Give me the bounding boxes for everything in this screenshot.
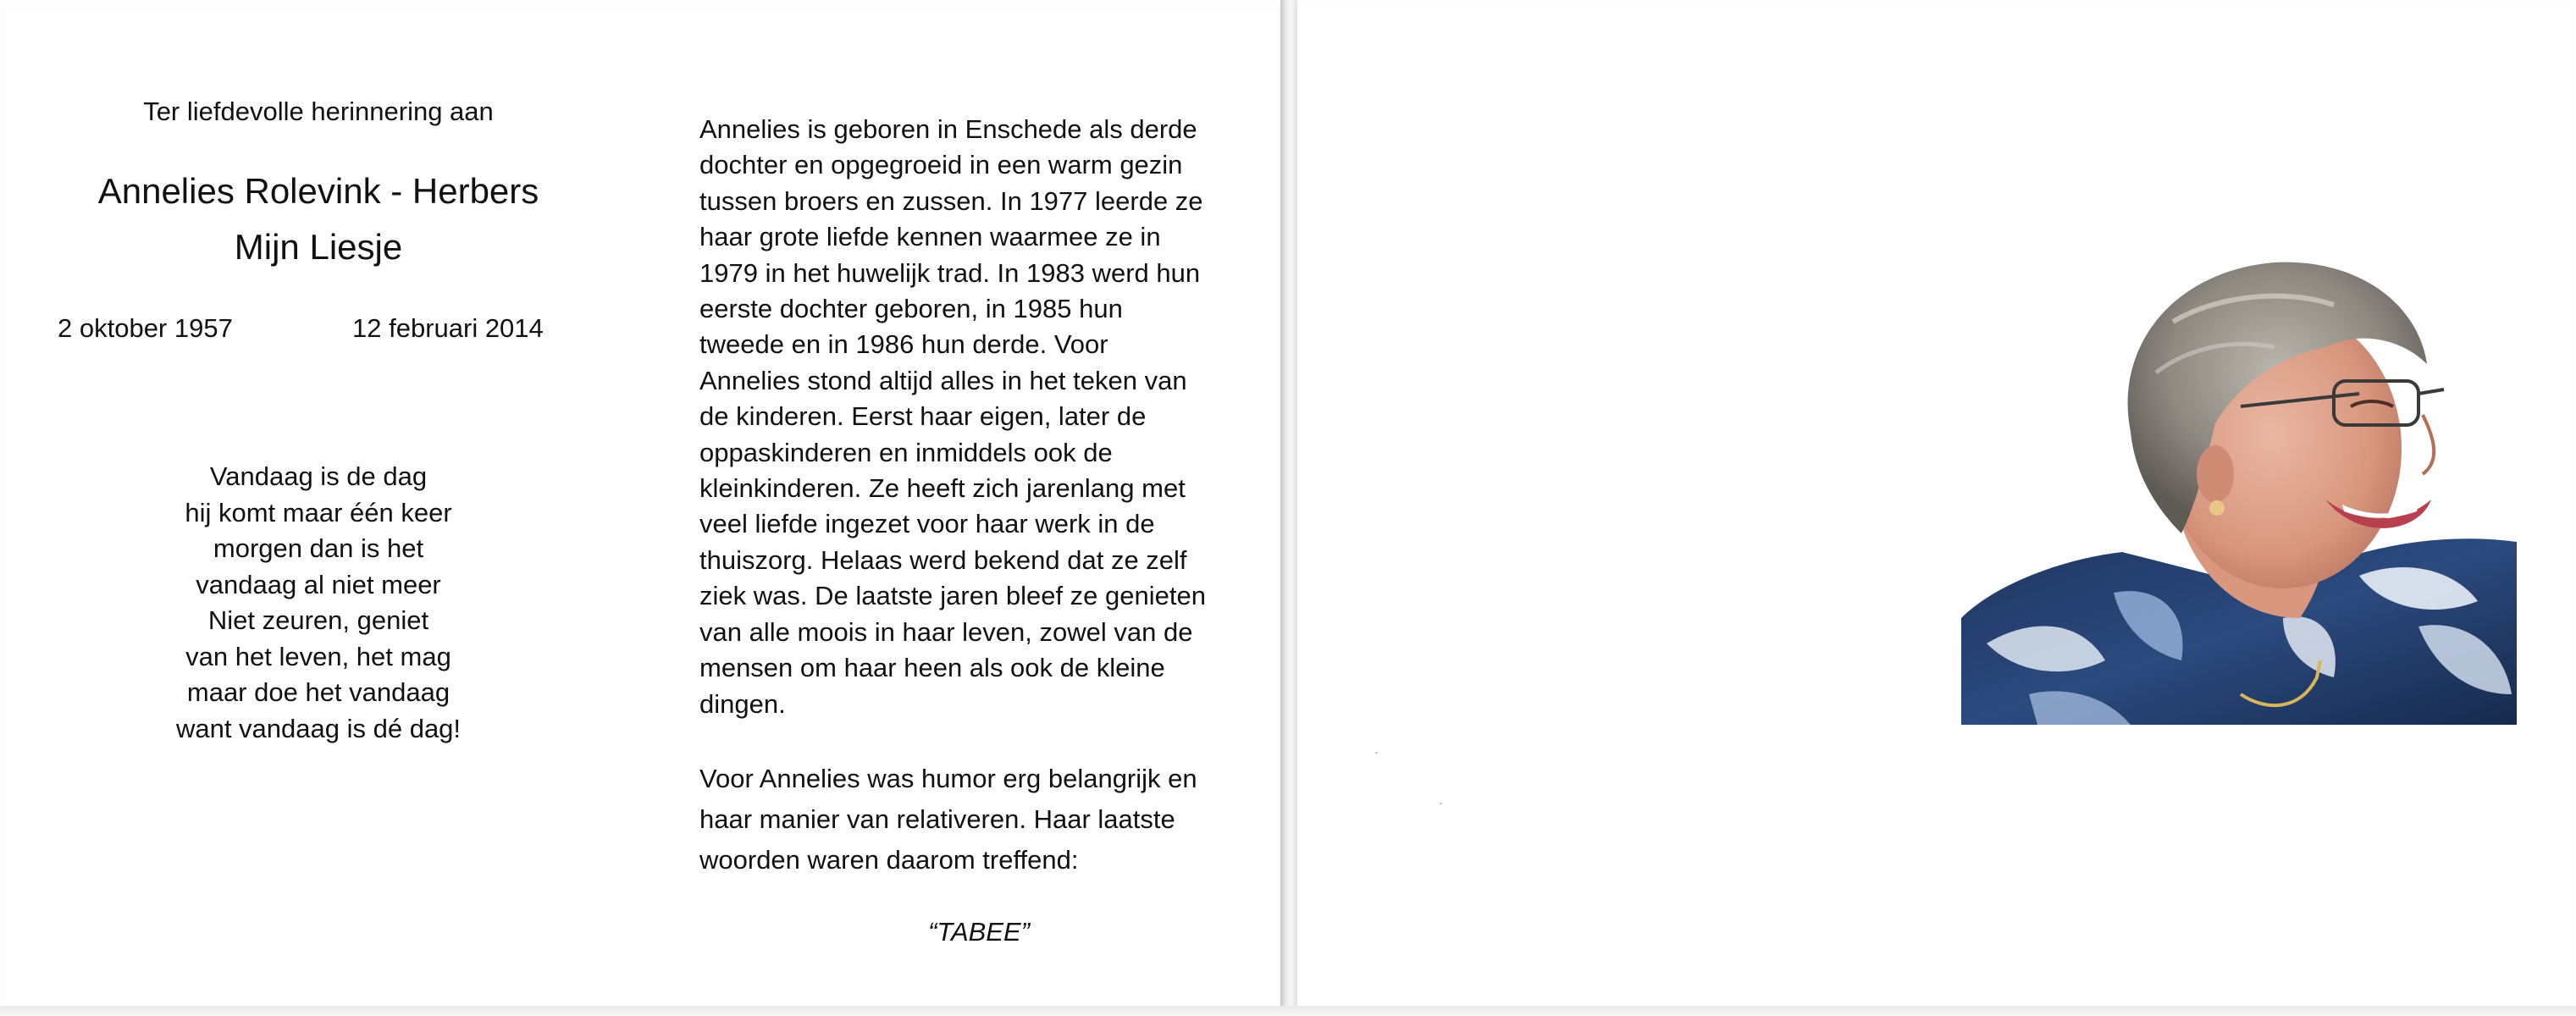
biography-line: dochter en opgegroeid in een warm gezin [699,150,1183,180]
right-page [1297,7,2571,1009]
biography-line: ziek was. De laatste jaren bleef ze genieten [699,581,1206,611]
biography-line: 1979 in het huwelijk trad. In 1983 werd hun [699,257,1201,288]
poem-line: hij komt maar één keer [185,497,452,527]
card-bottom-edge [0,1006,2576,1016]
poem-line: maar doe het vandaag [186,677,451,707]
biography-line: tussen broers en zussen. In 1977 leerde ze [699,185,1203,216]
portrait-photo [1961,220,2517,725]
biography-line: haar grote liefde kennen waarmee ze in [699,222,1161,252]
humor-line: woorden waren daarom treffend: [699,845,1079,875]
biography-line: Annelies is geboren in Enschede als derde [699,114,1197,144]
date-born: 2 oktober 1957 [58,313,233,343]
poem-line: vandaag al niet meer [196,569,441,599]
biography-line: van alle moois in haar leven, zowel van de [699,616,1193,647]
intro-text: Ter liefdevolle herinnering aan [143,97,494,126]
date-died: 12 februari 2014 [352,313,544,343]
paper-speck [1440,803,1442,804]
left-page [5,7,1281,1009]
poem-line: morgen dan is het [213,533,424,563]
biography-line: veel liefde ingezet voor haar werk in de [699,509,1155,539]
biography-line: tweede en in 1986 hun derde. Voor [699,329,1108,360]
poem [5,459,632,747]
last-words-quote: “TABEE” [928,917,1030,947]
humor-line: Voor Annelies was humor erg belangrijk en [699,764,1197,793]
nickname: Mijn Liesje [234,227,403,267]
humor-paragraph [699,759,1258,881]
poem-line: want vandaag is dé dag! [175,713,462,743]
biography-line: oppaskinderen en inmiddels ook de [699,437,1113,467]
deceased-name: Annelies Rolevink - Herbers [97,171,539,211]
poem-line: Niet zeuren, geniet [207,605,429,635]
biography-line: thuiszorg. Helaas werd bekend dat ze zelf [699,544,1187,575]
biography-line: kleinkinderen. Ze heeft zich jarenlang met [699,473,1186,504]
biography-line: eerste dochter geboren, in 1985 hun [699,294,1123,324]
poem-line: Vandaag is de dag [209,461,428,491]
biography [699,112,1258,722]
biography-line: de kinderen. Eerst haar eigen, later de [699,401,1147,432]
biography-line: mensen om haar heen als ook de kleine [699,653,1165,683]
biography-line: dingen. [699,688,786,719]
poem-line: van het leven, het mag [185,641,451,671]
card-fold [1280,0,1297,1016]
humor-line: haar manier van relativeren. Haar laatste [699,804,1175,834]
biography-line: Annelies stond altijd alles in het teken van [699,365,1187,395]
paper-speck [1375,752,1378,754]
